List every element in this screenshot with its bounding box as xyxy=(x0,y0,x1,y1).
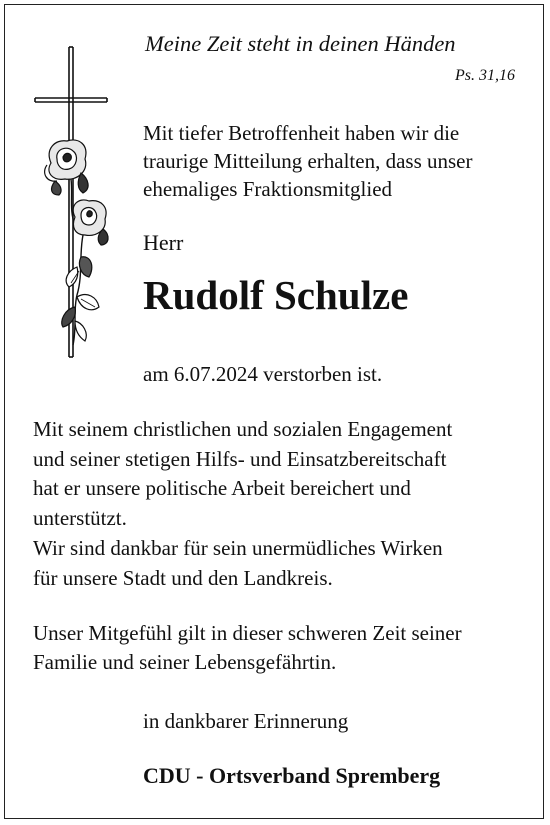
tribute-line: hat er unsere politische Arbeit bereichert und xyxy=(33,476,411,501)
tribute-line: Wir sind dankbar für sein unermüdliches Wirken xyxy=(33,535,443,560)
intro-line: ehemaliges Fraktionsmitglied xyxy=(143,177,393,201)
obituary-frame xyxy=(4,4,544,819)
salutation: Herr xyxy=(143,230,184,255)
cross-with-roses-icon xyxy=(33,45,128,360)
condolence-line: Familie und seiner Lebensgefährtin. xyxy=(33,650,337,674)
death-date-line: am 6.07.2024 verstorben ist. xyxy=(143,362,383,386)
rose-icon xyxy=(45,140,108,345)
motto: Meine Zeit steht in deinen Händen xyxy=(145,31,456,56)
tribute-text xyxy=(33,415,452,593)
tribute-line: für unsere Stadt und den Landkreis. xyxy=(33,565,333,590)
signature: CDU - Ortsverband Spremberg xyxy=(143,763,441,788)
intro-line: Mit tiefer Betroffenheit haben wir die xyxy=(143,121,460,145)
psalm-reference: Ps. 31,16 xyxy=(455,67,515,84)
intro-line: traurige Mitteilung erhalten, dass unser xyxy=(143,149,473,173)
tribute-line: Mit seinem christlichen und sozialen Engagement xyxy=(33,417,453,441)
condolence-line: Unser Mitgefühl gilt in dieser schweren Zeit seiner xyxy=(33,621,462,645)
tribute-line: unterstützt. xyxy=(33,506,127,531)
intro-text xyxy=(143,119,473,203)
closing-phrase: in dankbarer Erinnerung xyxy=(143,709,349,733)
deceased-name: Rudolf Schulze xyxy=(143,272,409,318)
tribute-line: und seiner stetigen Hilfs- und Einsatzbereitschaft xyxy=(33,446,447,471)
condolence-text xyxy=(33,619,462,677)
